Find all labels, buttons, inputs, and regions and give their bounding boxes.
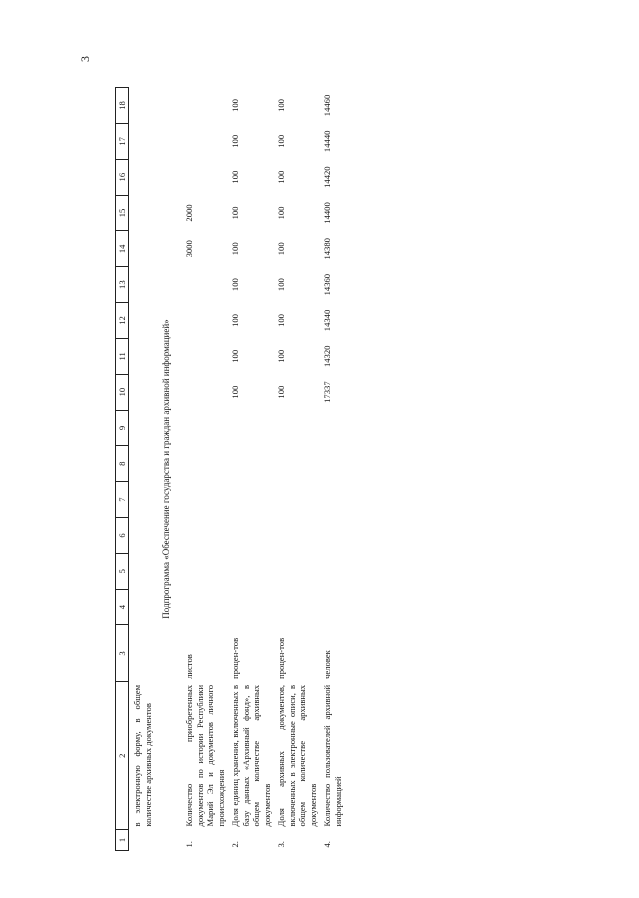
indicator-row [228, 88, 274, 851]
indicator-value [274, 589, 320, 625]
indicator-name: Доля архивных документов, включенных в электронные описи, в общем количестве архивных документов [276, 684, 318, 827]
indicator-value: 100 [276, 170, 287, 184]
row-number: 4. [322, 841, 333, 848]
indicator-value [274, 446, 320, 482]
indicator-value: 17337 [322, 381, 333, 403]
unit-of-measure: человек [322, 650, 333, 679]
indicators-table [115, 87, 345, 851]
column-number: 11 [116, 338, 129, 374]
indicator-value: 100 [230, 99, 241, 112]
indicator-value [182, 518, 228, 554]
indicator-value: 100 [230, 349, 241, 363]
row-number: 1. [184, 841, 195, 848]
indicator-value: 14440 [322, 130, 333, 153]
indicator-name: Количество пользователей архивной информацией [322, 684, 343, 827]
column-number: 8 [116, 446, 129, 482]
indicator-value [228, 589, 274, 625]
indicator-value [228, 446, 274, 482]
indicator-value: 100 [276, 206, 287, 220]
indicator-value: 14340 [322, 309, 333, 332]
indicators-table-sheet [115, 87, 500, 851]
continuation-text: в электронную форму, в общем количестве архивных документов [132, 684, 153, 827]
column-number: 4 [116, 589, 129, 625]
column-number: 2 [116, 682, 129, 830]
indicator-name: Доля единиц хранения, включенных в базу данных «Архивный фонд», в общем количестве архивных документов [230, 684, 272, 827]
indicator-value: 100 [276, 134, 287, 148]
indicator-value [320, 410, 345, 446]
column-number-row [116, 88, 129, 851]
unit-of-measure: листов [184, 654, 195, 679]
indicator-value [320, 589, 345, 625]
indicator-row [274, 88, 320, 851]
column-number: 13 [116, 267, 129, 303]
unit-of-measure: процен-тов [230, 637, 241, 679]
indicator-value: 14320 [322, 345, 333, 368]
indicator-name: Количество приобретенных документов по истории Республики Марий Эл и документов личного происхождения [184, 684, 226, 827]
subprogram-title: Подпрограмма «Обеспечение государства и граждан архивной информацией» [161, 319, 172, 619]
unit-of-measure: процен-тов [276, 637, 287, 679]
indicator-value [182, 267, 228, 303]
indicator-value [182, 303, 228, 339]
indicator-value [274, 553, 320, 589]
indicator-value [274, 518, 320, 554]
row-number: 2. [230, 841, 241, 848]
indicator-value [320, 553, 345, 589]
column-number: 17 [116, 123, 129, 159]
continuation-row [129, 88, 155, 851]
indicator-value: 100 [276, 314, 287, 327]
column-number: 10 [116, 374, 129, 410]
indicator-value: 14420 [322, 166, 333, 188]
indicator-value: 2000 [184, 204, 195, 222]
indicator-value [182, 482, 228, 518]
column-number: 16 [116, 159, 129, 195]
indicator-value [274, 482, 320, 518]
column-number: 12 [116, 303, 129, 339]
indicator-value [320, 518, 345, 554]
indicator-value: 100 [230, 206, 241, 220]
column-number: 18 [116, 88, 129, 124]
indicator-value [182, 159, 228, 195]
column-number: 5 [116, 553, 129, 589]
indicator-row [182, 88, 228, 851]
column-number: 15 [116, 195, 129, 231]
indicator-value: 3000 [184, 240, 195, 258]
indicator-value: 100 [276, 99, 287, 112]
indicator-value: 100 [276, 385, 287, 399]
indicator-value: 100 [230, 242, 241, 256]
indicator-value [182, 338, 228, 374]
indicator-value [228, 410, 274, 446]
indicator-value [228, 553, 274, 589]
column-number: 7 [116, 482, 129, 518]
indicator-value [320, 482, 345, 518]
indicator-value [228, 518, 274, 554]
indicator-value [320, 446, 345, 482]
indicator-value: 14460 [322, 94, 333, 117]
indicator-value [182, 553, 228, 589]
page-number: 3 [78, 56, 92, 62]
indicator-value: 100 [276, 242, 287, 256]
indicator-value: 100 [230, 385, 241, 399]
indicator-value [182, 589, 228, 625]
column-number: 9 [116, 410, 129, 446]
indicator-value: 100 [230, 278, 241, 292]
column-number: 6 [116, 518, 129, 554]
indicator-value: 100 [276, 278, 287, 292]
indicator-value: 14360 [322, 273, 333, 296]
indicator-value [182, 374, 228, 410]
indicator-value: 100 [230, 314, 241, 327]
indicator-value: 100 [230, 170, 241, 184]
indicator-value [182, 446, 228, 482]
indicator-value: 100 [276, 349, 287, 363]
indicator-row [320, 88, 345, 851]
indicator-value [228, 482, 274, 518]
column-number: 14 [116, 231, 129, 267]
indicator-value [274, 410, 320, 446]
indicator-value: 100 [230, 134, 241, 148]
row-number: 3. [276, 841, 287, 848]
column-number: 1 [116, 829, 129, 850]
indicator-value: 14400 [322, 202, 333, 224]
indicator-value: 14380 [322, 238, 333, 260]
column-number: 3 [116, 625, 129, 682]
indicator-value [182, 410, 228, 446]
subprogram-row [155, 88, 182, 851]
indicator-value [182, 88, 228, 124]
indicator-value [182, 123, 228, 159]
